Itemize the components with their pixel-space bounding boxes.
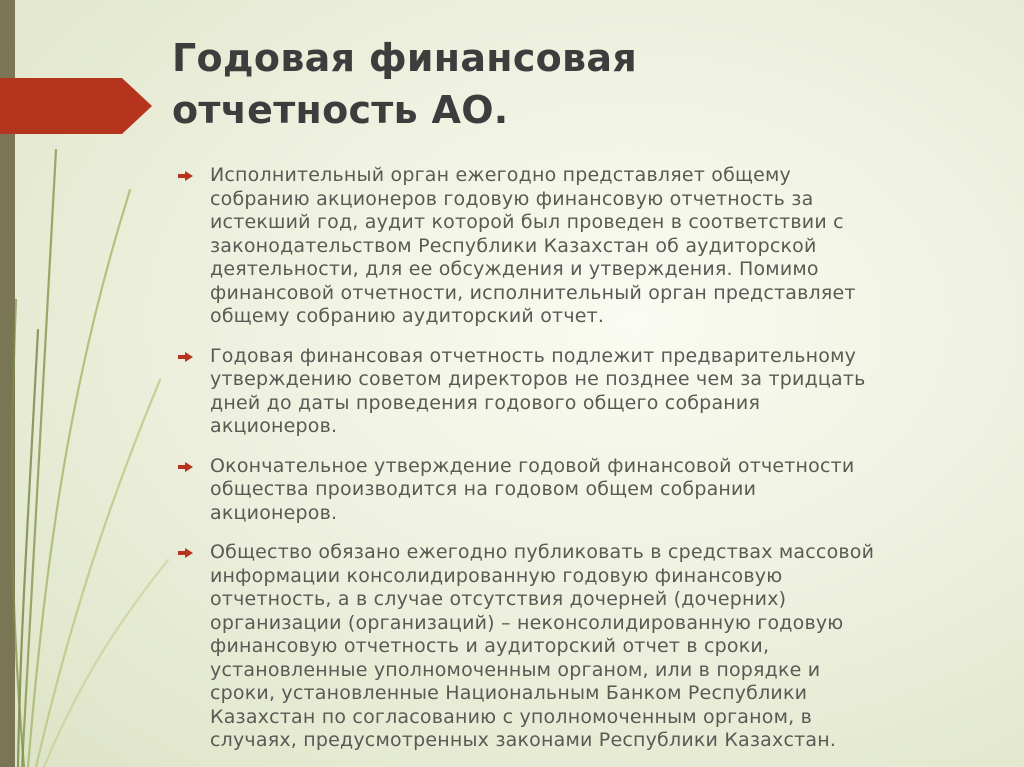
bullet-text-line: организации (организаций) – неконсолидированную годовую [210,611,844,634]
bullet-text-line: информации консолидированную годовую финансовую [210,564,783,587]
bullet-list [178,164,998,767]
bullet-text-line: Окончательное утверждение годовой финансовой отчетности [210,454,855,477]
bullet-item [178,541,998,753]
bullet-text-line: акционеров. [210,415,338,437]
red-arrow-icon [178,171,194,181]
bullet-text-line: Общество обязано ежегодно публиковать в средствах массовой [210,541,875,563]
bullet-item [178,455,998,526]
bullet-text-line: общему собранию аудиторский отчет. [210,305,605,327]
bullet-text-line: дней до даты проведения годового общего собрания [210,391,761,414]
bullet-text-line: законодательством Республики Казахстан об аудиторской [210,234,817,257]
bullet-text-line: истекший год, аудит которой был проведен в соответствии с [210,211,844,233]
slide-title [172,32,972,136]
bullet-item [178,164,998,329]
bullet-text-line: собранию акционеров годовую финансовую отчетность за [210,187,814,210]
slide-title-line-2: отчетность АО. [172,88,509,132]
bullet-text-line: финансовой отчетности, исполнительный орган представляет [210,281,856,304]
bullet-text-line: отчетность, а в случае отсутствия дочерней (дочерних) [210,588,787,610]
bullet-text-line: сроки, установленные Национальным Банком Республики [210,682,808,704]
bullet-text-line: утверждению советом директоров не позднее чем за тридцать [210,368,866,390]
title-accent-banner [0,78,152,134]
bullet-text-line: деятельности, для ее обсуждения и утверждения. Помимо [210,258,819,280]
bullet-text-line: Годовая финансовая отчетность подлежит предварительному [210,344,857,367]
bullet-text-line: Казахстан по согласованию с уполномоченным органом, в [210,705,813,728]
bullet-text-line: Исполнительный орган ежегодно представляет общему [210,164,791,186]
red-arrow-icon [178,462,194,472]
red-arrow-icon [178,548,194,558]
bullet-text-line: случаях, предусмотренных законами Республики Казахстан. [210,729,837,751]
bullet-text-line: установленные уполномоченным органом, или в порядке и [210,658,821,681]
bullet-text-line: финансовую отчетность и аудиторский отчет в сроки, [210,635,770,657]
bullet-item [178,345,998,439]
bullet-text-line: акционеров. [210,501,338,524]
bullet-text-line: общества производится на годовом общем собрании [210,478,757,500]
red-arrow-icon [178,352,194,362]
slide-title-line-1: Годовая финансовая [172,36,638,80]
